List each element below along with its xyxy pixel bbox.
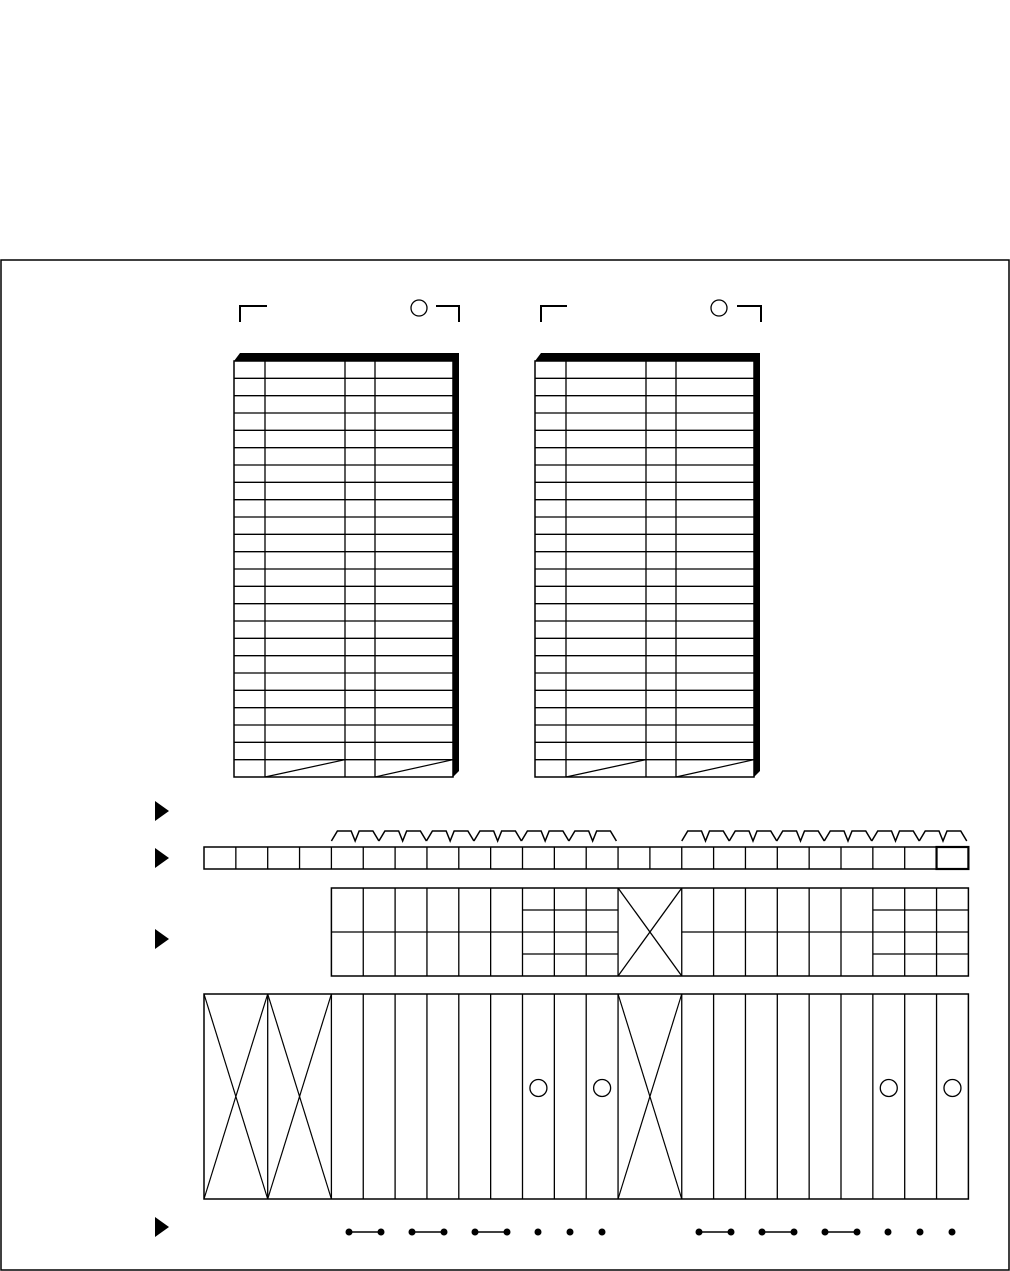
connector-dot <box>696 1229 703 1236</box>
connector-dot <box>854 1229 861 1236</box>
brace-bracket <box>474 831 522 841</box>
right-panel-header <box>541 300 761 322</box>
connector-dot <box>791 1229 798 1236</box>
brace-bracket <box>426 831 474 841</box>
left-table-panel <box>234 353 459 777</box>
brace-bracket <box>824 831 872 841</box>
connector-dot <box>535 1229 542 1236</box>
brace-bracket <box>777 831 825 841</box>
connector-dot <box>822 1229 829 1236</box>
outer-frame <box>1 260 1009 1270</box>
strip-last-cell <box>937 847 969 869</box>
connector-dot <box>378 1229 385 1236</box>
tall-column-circle <box>530 1080 547 1097</box>
row-arrow-icon <box>155 1217 169 1237</box>
connector-dot <box>346 1229 353 1236</box>
connector-dot <box>759 1229 766 1236</box>
left-corner-bracket-right <box>436 306 459 322</box>
connector-dot <box>472 1229 479 1236</box>
row-arrows <box>155 801 169 1237</box>
connector-dot <box>599 1229 606 1236</box>
brace-bracket <box>729 831 777 841</box>
connector-dot <box>441 1229 448 1236</box>
brace-bracket <box>521 831 569 841</box>
right-table-panel <box>535 353 760 777</box>
right-corner-bracket-right <box>737 306 761 322</box>
brace-bracket <box>379 831 427 841</box>
right-corner-bracket <box>541 306 567 322</box>
connector-dot <box>728 1229 735 1236</box>
left-corner-bracket <box>240 306 267 322</box>
connector-dot <box>949 1229 956 1236</box>
brace-bracket <box>682 831 730 841</box>
connector-dot <box>567 1229 574 1236</box>
row-arrow-icon <box>155 929 169 949</box>
row-arrow-icon <box>155 801 169 821</box>
brace-bracket <box>331 831 379 841</box>
brace-groups <box>331 831 966 841</box>
brace-bracket <box>919 831 967 841</box>
right-marker-circle <box>711 300 727 316</box>
connector-dot <box>504 1229 511 1236</box>
row-arrow-icon <box>155 848 169 868</box>
connector-dots <box>346 1229 956 1236</box>
tall-column-circle <box>944 1080 961 1097</box>
connector-dot <box>885 1229 892 1236</box>
brace-bracket <box>872 831 920 841</box>
cell-strip <box>204 847 968 869</box>
split-grid <box>331 888 968 976</box>
tall-columns <box>204 994 968 1199</box>
brace-bracket <box>569 831 617 841</box>
connector-dot <box>917 1229 924 1236</box>
tall-column-circle <box>880 1080 897 1097</box>
left-marker-circle <box>411 300 427 316</box>
left-panel-header <box>240 300 459 322</box>
connector-dot <box>409 1229 416 1236</box>
tall-column-circle <box>594 1080 611 1097</box>
